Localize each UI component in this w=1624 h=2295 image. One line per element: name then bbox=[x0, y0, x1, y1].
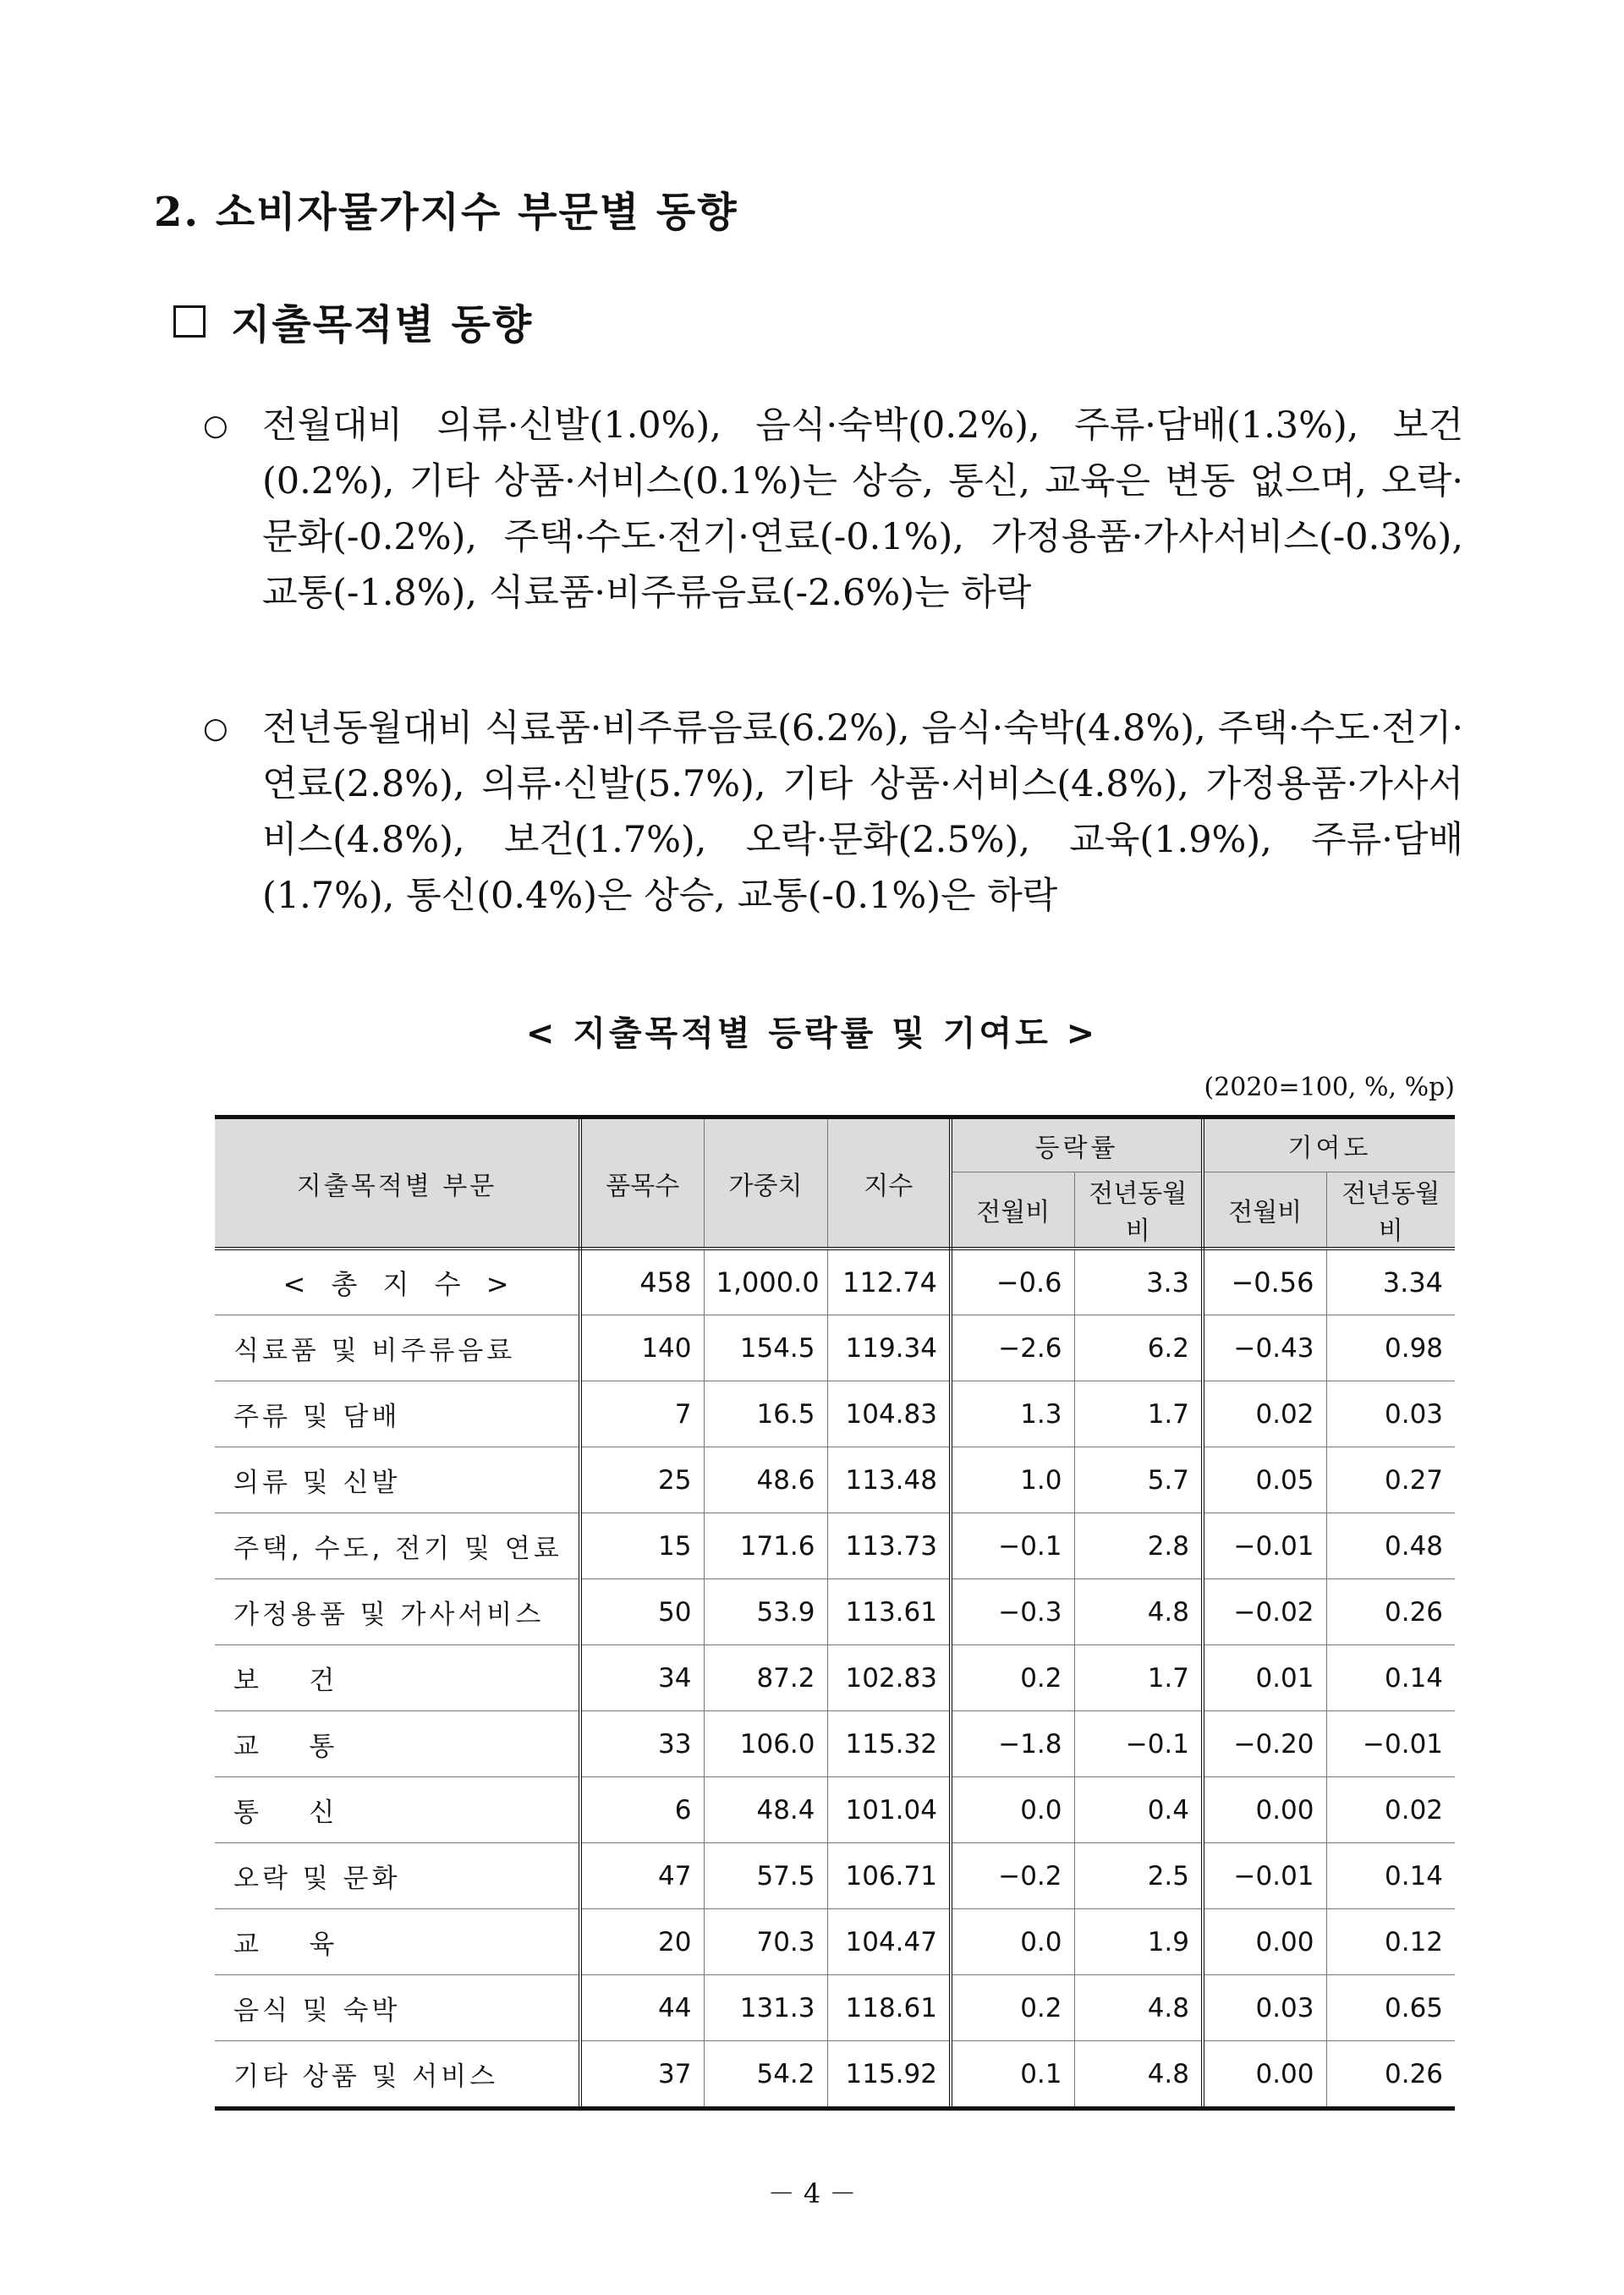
row-name: 교 통 bbox=[215, 1711, 580, 1777]
cell-contrib-yoy: 0.48 bbox=[1326, 1513, 1455, 1579]
cell-change-mom: 0.0 bbox=[951, 1909, 1074, 1975]
section-title: 2. 소비자물가지수 부문별 동향 bbox=[154, 189, 738, 236]
cell-change-mom: 0.2 bbox=[951, 1645, 1074, 1711]
cell-weight: 70.3 bbox=[704, 1909, 827, 1975]
cell-change-yoy: −0.1 bbox=[1074, 1711, 1203, 1777]
cell-weight: 53.9 bbox=[704, 1579, 827, 1645]
cell-weight: 1,000.0 bbox=[704, 1249, 827, 1315]
cell-contrib-yoy: −0.01 bbox=[1326, 1711, 1455, 1777]
cell-contrib-yoy: 3.34 bbox=[1326, 1249, 1455, 1315]
cell-contrib-mom: −0.01 bbox=[1203, 1513, 1326, 1579]
cell-contrib-mom: −0.01 bbox=[1203, 1843, 1326, 1909]
circle-bullet-icon: ○ bbox=[203, 711, 228, 745]
cell-contrib-mom: 0.00 bbox=[1203, 1909, 1326, 1975]
row-name: 교 육 bbox=[215, 1909, 580, 1975]
cell-change-yoy: 2.8 bbox=[1074, 1513, 1203, 1579]
cell-index: 102.83 bbox=[827, 1645, 951, 1711]
cell-items: 7 bbox=[580, 1381, 704, 1447]
cell-items: 25 bbox=[580, 1447, 704, 1513]
cell-change-mom: 1.3 bbox=[951, 1381, 1074, 1447]
cell-items: 34 bbox=[580, 1645, 704, 1711]
cell-items: 44 bbox=[580, 1975, 704, 2041]
cell-weight: 57.5 bbox=[704, 1843, 827, 1909]
table-row bbox=[215, 1843, 1455, 1909]
cell-index: 104.83 bbox=[827, 1381, 951, 1447]
cell-change-yoy: 6.2 bbox=[1074, 1315, 1203, 1381]
cell-contrib-mom: 0.03 bbox=[1203, 1975, 1326, 2041]
cell-change-mom: −0.2 bbox=[951, 1843, 1074, 1909]
cell-weight: 48.6 bbox=[704, 1447, 827, 1513]
cell-change-mom: 1.0 bbox=[951, 1447, 1074, 1513]
cell-contrib-yoy: 0.14 bbox=[1326, 1645, 1455, 1711]
sub-title-text: 지출목적별 동향 bbox=[231, 301, 534, 349]
cell-change-yoy: 4.8 bbox=[1074, 2041, 1203, 2109]
cell-change-mom: −1.8 bbox=[951, 1711, 1074, 1777]
cell-items: 47 bbox=[580, 1843, 704, 1909]
circle-bullet-icon: ○ bbox=[203, 409, 228, 442]
table-row bbox=[215, 1579, 1455, 1645]
table-row bbox=[215, 1513, 1455, 1579]
cell-contrib-yoy: 0.26 bbox=[1326, 1579, 1455, 1645]
cell-weight: 16.5 bbox=[704, 1381, 827, 1447]
cell-contrib-yoy: 0.14 bbox=[1326, 1843, 1455, 1909]
table-row bbox=[215, 1711, 1455, 1777]
header-contrib-yoy: 전년동월비 bbox=[1326, 1172, 1455, 1249]
row-name: 통 신 bbox=[215, 1777, 580, 1843]
row-name: 식료품 및 비주류음료 bbox=[215, 1315, 580, 1381]
row-name: 주택, 수도, 전기 및 연료 bbox=[215, 1513, 580, 1579]
cell-index: 112.74 bbox=[827, 1249, 951, 1315]
table-row bbox=[215, 1645, 1455, 1711]
table-unit: (2020=100, %, %p) bbox=[1204, 1073, 1455, 1102]
cell-change-yoy: 1.9 bbox=[1074, 1909, 1203, 1975]
header-items: 품목수 bbox=[580, 1117, 704, 1249]
cell-change-yoy: 2.5 bbox=[1074, 1843, 1203, 1909]
row-name: 음식 및 숙박 bbox=[215, 1975, 580, 2041]
cell-change-yoy: 1.7 bbox=[1074, 1645, 1203, 1711]
cell-contrib-mom: −0.20 bbox=[1203, 1711, 1326, 1777]
cell-items: 33 bbox=[580, 1711, 704, 1777]
row-name: 기타 상품 및 서비스 bbox=[215, 2041, 580, 2109]
cell-contrib-yoy: 0.12 bbox=[1326, 1909, 1455, 1975]
cell-contrib-mom: 0.02 bbox=[1203, 1381, 1326, 1447]
cell-weight: 87.2 bbox=[704, 1645, 827, 1711]
page-number: － 4 － bbox=[767, 2177, 857, 2210]
cell-weight: 54.2 bbox=[704, 2041, 827, 2109]
cell-contrib-mom: 0.00 bbox=[1203, 1777, 1326, 1843]
checkbox-square-icon bbox=[173, 305, 206, 338]
cell-contrib-yoy: 0.65 bbox=[1326, 1975, 1455, 2041]
price-index-table bbox=[215, 1115, 1455, 2111]
table-row bbox=[215, 1447, 1455, 1513]
cell-items: 15 bbox=[580, 1513, 704, 1579]
cell-contrib-mom: −0.43 bbox=[1203, 1315, 1326, 1381]
row-name: 가정용품 및 가사서비스 bbox=[215, 1579, 580, 1645]
bullet-text: 전년동월대비 식료품·비주류음료(6.2%), 음식·숙박(4.8%), 주택·수도·전기·연료(2.8%), 의류·신발(5.7%), 기타 상품·서비스(4.8%), 가정용품·가사서비스(4.8%), 보건(1.7%), 오락·문화(2.5%), 교육(1.9%), 주류·담배(1.7%), 통신(0.4%)은 상승, 교통(-0.1%)은 하락 bbox=[262, 707, 1463, 917]
cell-weight: 106.0 bbox=[704, 1711, 827, 1777]
cell-contrib-mom: 0.00 bbox=[1203, 2041, 1326, 2109]
cell-items: 37 bbox=[580, 2041, 704, 2109]
row-name: 오락 및 문화 bbox=[215, 1843, 580, 1909]
cell-contrib-yoy: 0.98 bbox=[1326, 1315, 1455, 1381]
cell-index: 106.71 bbox=[827, 1843, 951, 1909]
cell-contrib-yoy: 0.03 bbox=[1326, 1381, 1455, 1447]
header-index: 지수 bbox=[827, 1117, 951, 1249]
cell-contrib-yoy: 0.02 bbox=[1326, 1777, 1455, 1843]
cell-items: 140 bbox=[580, 1315, 704, 1381]
cell-index: 113.48 bbox=[827, 1447, 951, 1513]
cell-contrib-mom: 0.05 bbox=[1203, 1447, 1326, 1513]
table-row bbox=[215, 1315, 1455, 1381]
cell-index: 101.04 bbox=[827, 1777, 951, 1843]
header-contrib-mom: 전월비 bbox=[1203, 1172, 1326, 1249]
cell-contrib-yoy: 0.26 bbox=[1326, 2041, 1455, 2109]
table-row bbox=[215, 2041, 1455, 2109]
cell-change-mom: −2.6 bbox=[951, 1315, 1074, 1381]
cell-change-yoy: 3.3 bbox=[1074, 1249, 1203, 1315]
cell-change-yoy: 0.4 bbox=[1074, 1777, 1203, 1843]
cell-weight: 48.4 bbox=[704, 1777, 827, 1843]
cell-weight: 154.5 bbox=[704, 1315, 827, 1381]
cell-change-yoy: 5.7 bbox=[1074, 1447, 1203, 1513]
cell-items: 50 bbox=[580, 1579, 704, 1645]
cell-contrib-mom: −0.56 bbox=[1203, 1249, 1326, 1315]
row-name: 주류 및 담배 bbox=[215, 1381, 580, 1447]
table-row bbox=[215, 1909, 1455, 1975]
cell-index: 119.34 bbox=[827, 1315, 951, 1381]
table-row bbox=[215, 1975, 1455, 2041]
header-category: 지출목적별 부문 bbox=[215, 1117, 580, 1249]
cell-change-mom: 0.2 bbox=[951, 1975, 1074, 2041]
cell-change-mom: −0.6 bbox=[951, 1249, 1074, 1315]
cell-items: 6 bbox=[580, 1777, 704, 1843]
cell-items: 20 bbox=[580, 1909, 704, 1975]
cell-weight: 171.6 bbox=[704, 1513, 827, 1579]
bullet-text: 전월대비 의류·신발(1.0%), 음식·숙박(0.2%), 주류·담배(1.3%), 보건(0.2%), 기타 상품·서비스(0.1%)는 상승, 통신, 교육은 변동 없으며, 오락·문화(-0.2%), 주택·수도·전기·연료(-0.1%), 가정용품·가사서비스(-0.3%), 교통(-1.8%), 식료품·비주류음료(-2.6%)는 하락 bbox=[262, 404, 1463, 614]
cell-change-yoy: 4.8 bbox=[1074, 1579, 1203, 1645]
cell-change-mom: 0.0 bbox=[951, 1777, 1074, 1843]
table-row bbox=[215, 1381, 1455, 1447]
cell-change-mom: 0.1 bbox=[951, 2041, 1074, 2109]
row-name: 보 건 bbox=[215, 1645, 580, 1711]
cell-change-mom: −0.3 bbox=[951, 1579, 1074, 1645]
cell-change-yoy: 4.8 bbox=[1074, 1975, 1203, 2041]
cell-change-mom: −0.1 bbox=[951, 1513, 1074, 1579]
cell-weight: 131.3 bbox=[704, 1975, 827, 2041]
cell-contrib-mom: 0.01 bbox=[1203, 1645, 1326, 1711]
sub-title bbox=[173, 292, 533, 350]
table-row-total bbox=[215, 1249, 1455, 1315]
cell-index: 113.73 bbox=[827, 1513, 951, 1579]
cell-contrib-yoy: 0.27 bbox=[1326, 1447, 1455, 1513]
header-change-yoy: 전년동월비 bbox=[1074, 1172, 1203, 1249]
cell-contrib-mom: −0.02 bbox=[1203, 1579, 1326, 1645]
table-title: < 지출목적별 등락률 및 기여도 > bbox=[525, 1014, 1099, 1053]
cell-change-yoy: 1.7 bbox=[1074, 1381, 1203, 1447]
row-name: 의류 및 신발 bbox=[215, 1447, 580, 1513]
cell-index: 115.32 bbox=[827, 1711, 951, 1777]
cell-index: 113.61 bbox=[827, 1579, 951, 1645]
header-change-group: 등락률 bbox=[951, 1117, 1203, 1172]
cell-index: 115.92 bbox=[827, 2041, 951, 2109]
header-contribution-group: 기여도 bbox=[1203, 1117, 1455, 1172]
header-change-mom: 전월비 bbox=[951, 1172, 1074, 1249]
header-weight: 가중치 bbox=[704, 1117, 827, 1249]
cell-index: 118.61 bbox=[827, 1975, 951, 2041]
row-name: < 총 지 수 > bbox=[215, 1249, 580, 1315]
cell-items: 458 bbox=[580, 1249, 704, 1315]
cell-index: 104.47 bbox=[827, 1909, 951, 1975]
table-row bbox=[215, 1777, 1455, 1843]
